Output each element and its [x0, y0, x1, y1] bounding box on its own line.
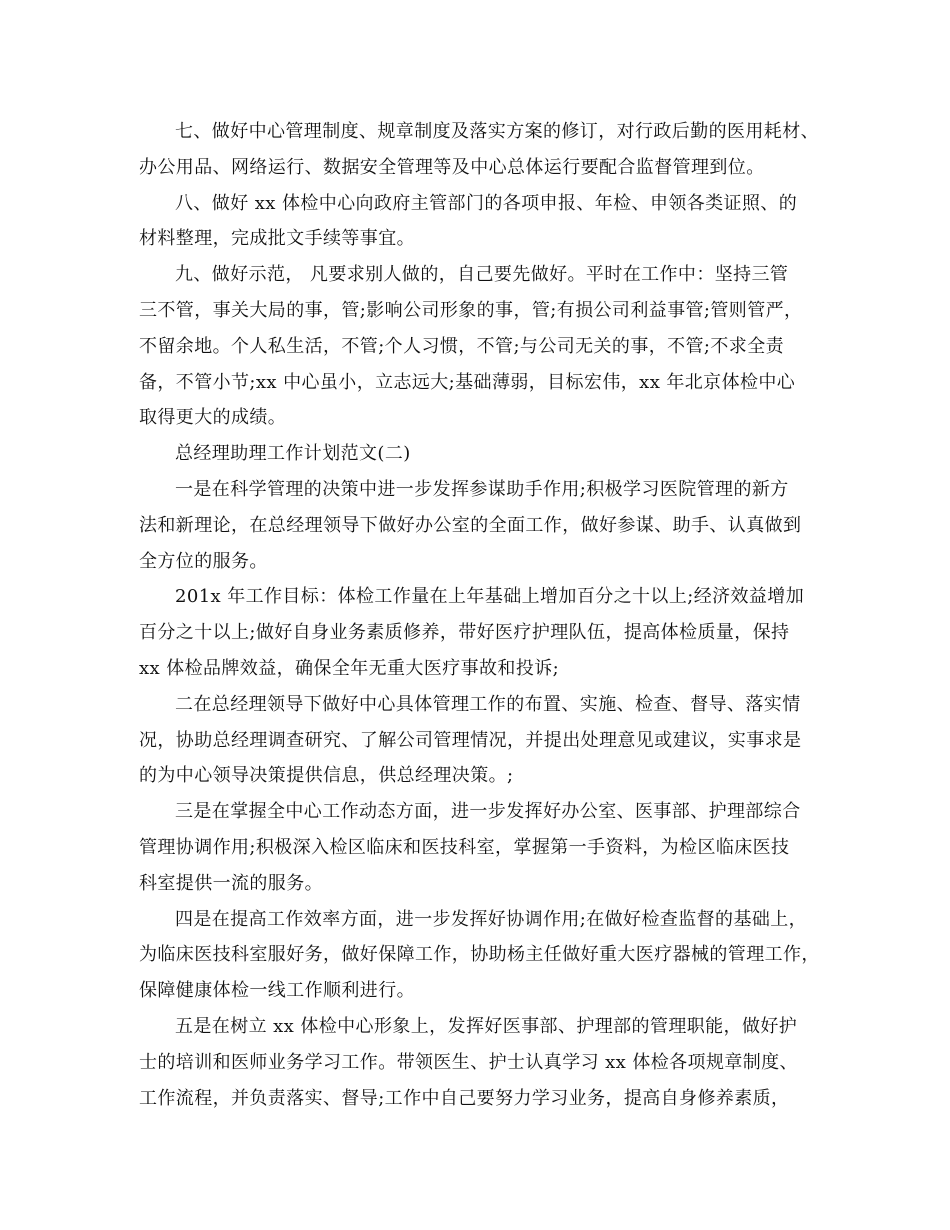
paragraph-goals — [139, 579, 829, 686]
text-line: 四是在提高工作效率方面，进一步发挥好协调作用;在做好检查监督的基础上， — [175, 908, 808, 930]
paragraph-fifth — [139, 1009, 829, 1116]
text-line: 备，不管小节;xx 中心虽小，立志远大;基础薄弱，目标宏伟，xx 年北京体检中心 — [139, 371, 796, 393]
text-line: 201x 年工作目标：体检工作量在上年基础上增加百分之十以上;经济效益增加 — [175, 586, 805, 608]
text-line: 保障健康体检一线工作顺利进行。 — [139, 980, 415, 1002]
text-line: 一是在科学管理的决策中进一步发挥参谋助手作用;积极学习医院管理的新方 — [175, 478, 789, 500]
text-line: 科室提供一流的服务。 — [139, 872, 323, 894]
text-line: 取得更大的成绩。 — [139, 407, 287, 429]
text-line: 管理协调作用;积极深入检区临床和医技科室，掌握第一手资料，为检区临床医技 — [139, 836, 790, 858]
paragraph-fourth — [139, 902, 829, 1009]
text-line: 三不管，事关大局的事，管;影响公司形象的事，管;有损公司利益事管;管则管严， — [139, 299, 803, 321]
text-line: 五是在树立 xx 体检中心形象上，发挥好医事部、护理部的管理职能，做好护 — [175, 1015, 798, 1037]
paragraph-third — [139, 794, 829, 901]
section-heading — [139, 436, 829, 472]
text-line: 二在总经理领导下做好中心具体管理工作的布置、实施、检查、督导、落实情 — [175, 693, 801, 715]
paragraph-second — [139, 687, 829, 794]
text-line: 工作流程，并负责落实、督导;工作中自己要努力学习业务，提高自身修养素质， — [139, 1087, 790, 1109]
text-line: 八、做好 xx 体检中心向政府主管部门的各项申报、年检、申领各类证照、的 — [175, 192, 798, 214]
text-line: 三是在掌握全中心工作动态方面，进一步发挥好办公室、医事部、护理部综合 — [175, 801, 801, 823]
text-line: 法和新理论，在总经理领导下做好办公室的全面工作，做好参谋、助手、认真做到 — [139, 514, 802, 536]
text-line: 士的培训和医师业务学习工作。带领医生、护士认真学习 xx 体检各项规章制度、 — [139, 1051, 798, 1073]
text-line: 百分之十以上;做好自身业务素质修养，带好医疗护理队伍，提高体检质量，保持 — [139, 622, 790, 644]
paragraph-first — [139, 472, 829, 579]
text-line: 况，协助总经理调查研究、了解公司管理情况，并提出处理意见或建议，实事求是 — [139, 729, 802, 751]
text-line: 九、做好示范， 凡要求别人做的，自己要先做好。平时在工作中：坚持三管 — [175, 264, 789, 286]
text-line: xx 体检品牌效益，确保全年无重大医疗事故和投诉; — [139, 657, 560, 679]
text-line: 不留余地。个人私生活，不管;个人习惯，不管;与公司无关的事，不管;不求全责 — [139, 335, 784, 357]
text-line: 全方位的服务。 — [139, 550, 268, 572]
paragraph-7 — [139, 114, 829, 186]
text-line: 办公用品、网络运行、数据安全管理等及中心总体运行要配合监督管理到位。 — [139, 156, 765, 178]
text-line: 七、做好中心管理制度、规章制度及落实方案的修订，对行政后勤的医用耗材、 — [175, 121, 819, 142]
paragraph-9 — [139, 257, 829, 436]
text-line: 为临床医技科室服好务，做好保障工作，协助杨主任做好重大医疗器械的管理工作， — [139, 944, 820, 966]
paragraph-8 — [139, 186, 829, 258]
document-body — [139, 114, 829, 1116]
text-line: 的为中心领导决策提供信息，供总经理决策。; — [139, 765, 514, 787]
heading-text: 总经理助理工作计划范文(二) — [175, 443, 411, 465]
text-line: 材料整理，完成批文手续等事宜。 — [139, 228, 415, 250]
